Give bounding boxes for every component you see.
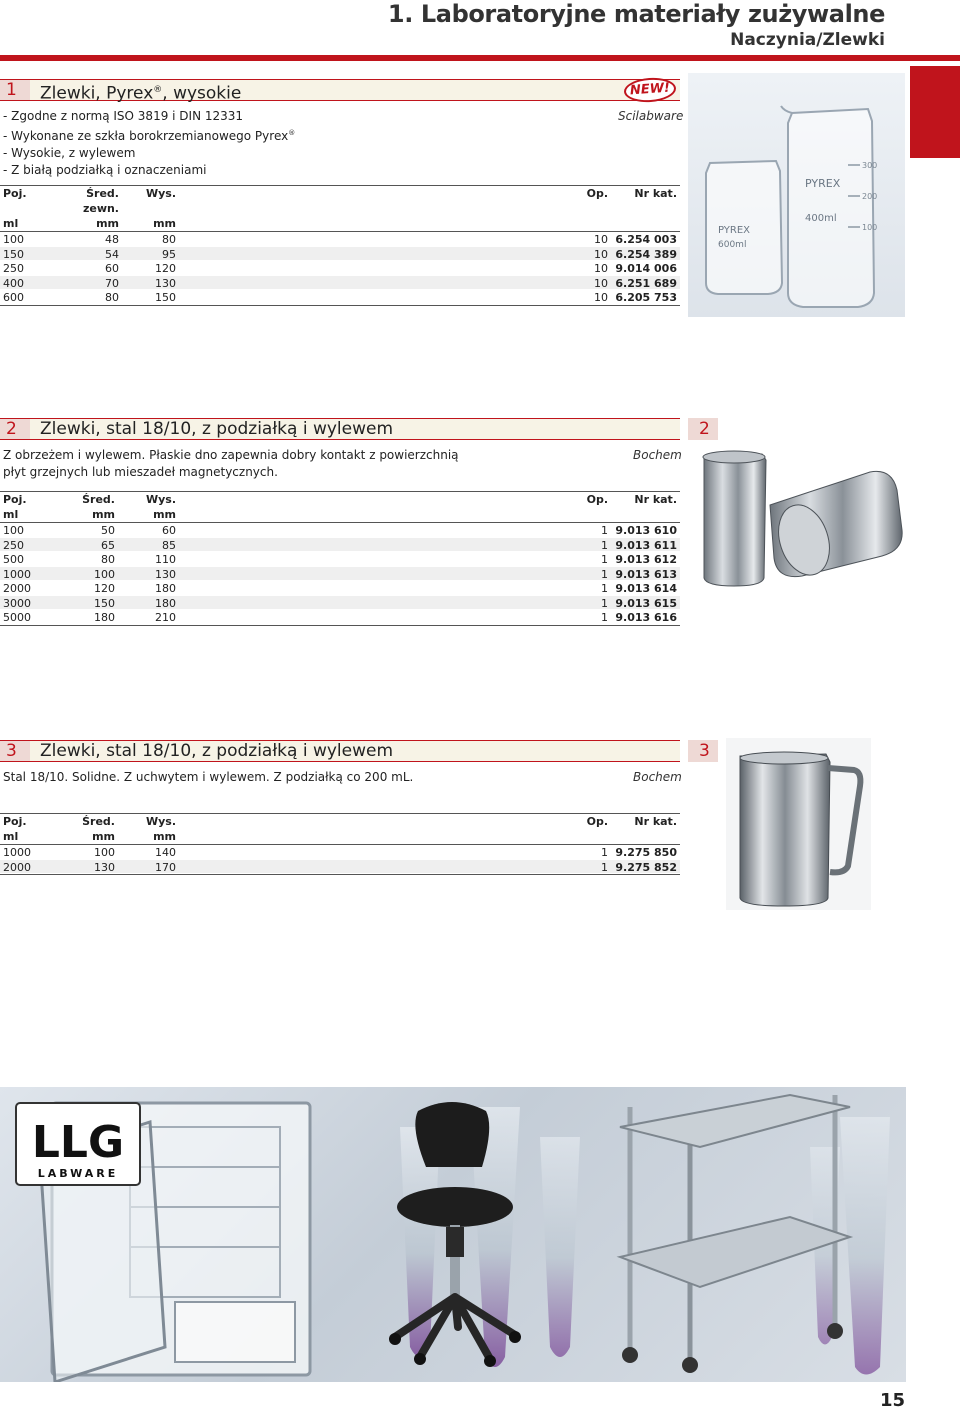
steel-jug-photo (726, 738, 871, 910)
table-row: 5000 180 210 1 9.013 616 (0, 610, 680, 625)
pyrex-beakers-photo (688, 73, 905, 317)
table-row: 150 54 95 10 6.254 389 (0, 247, 680, 262)
table-row: 250 60 120 10 9.014 006 (0, 261, 680, 276)
section-1-brand: Scilabware (618, 109, 684, 123)
image-3-label: 3 (688, 740, 718, 762)
table-body (0, 845, 680, 875)
large-beaker-volume: 400ml (805, 213, 837, 224)
section-1-description: - Zgodne z normą ISO 3819 i DIN 12331 - Wykonane ze szkła borokrzemianowego Pyrex® - Wysokie, z wylewem - Z białą podziałką i oznaczeniami (3, 109, 296, 177)
section-2-title: Zlewki, stal 18/10, z podziałką i wylewem (40, 419, 394, 439)
small-beaker-volume: 600ml (718, 240, 747, 250)
image-2-label: 2 (688, 418, 718, 440)
table-header: Poj. Śred. Wys. Op. Nr kat. zewn. ml mm mm (0, 185, 680, 232)
steel-beakers-photo (692, 440, 907, 590)
section-3-table (0, 813, 680, 875)
table-row: 3000 150 180 1 9.013 615 (0, 596, 680, 611)
section-1-title: Zlewki, Pyrex®, wysokie (40, 83, 242, 104)
table-row: 600 80 150 10 6.205 753 (0, 290, 680, 305)
table-body (0, 232, 680, 306)
section-1-header (0, 79, 680, 104)
section-3-brand: Bochem (633, 770, 682, 784)
side-tab (910, 66, 960, 158)
section-2-table (0, 491, 680, 626)
table-row: 100 48 80 10 6.254 003 (0, 232, 680, 247)
table-body (0, 523, 680, 626)
large-beaker-brand: PYREX (805, 177, 841, 190)
table-row: 1000 100 140 1 9.275 850 (0, 845, 680, 860)
page-subtitle: Naczynia/Zlewki (730, 30, 885, 50)
table-row: 400 70 130 10 6.251 689 (0, 276, 680, 291)
large-beaker-mark-100: 100 (862, 223, 878, 232)
table-header: Poj. Śred. Wys. Op. Nr kat. ml mm mm (0, 813, 680, 845)
section-2-number: 2 (0, 419, 30, 439)
table-row: 1000 100 130 1 9.013 613 (0, 567, 680, 582)
promo-banner (0, 1087, 906, 1382)
section-3-description: Stal 18/10. Solidne. Z uchwytem i wylewem. Z podziałką co 200 mL. (3, 770, 414, 784)
table-row: 2000 120 180 1 9.013 614 (0, 581, 680, 596)
large-beaker-mark-200: 200 (862, 192, 878, 201)
page-title: 1. Laboratoryjne materiały zużywalne (387, 0, 885, 28)
table-row: 100 50 60 1 9.013 610 (0, 523, 680, 538)
table-row: 2000 130 170 1 9.275 852 (0, 860, 680, 875)
section-2-header (0, 418, 680, 440)
section-1-table (0, 185, 680, 306)
table-row: 250 65 85 1 9.013 611 (0, 538, 680, 553)
large-beaker-mark-300: 300 (862, 161, 878, 170)
llg-logo-text: LLG (31, 1117, 125, 1168)
table-row: 500 80 110 1 9.013 612 (0, 552, 680, 567)
section-3-header (0, 740, 680, 762)
section-3-number: 3 (0, 741, 30, 761)
page-number: 15 (879, 1390, 905, 1411)
labware-logo-text: LABWARE (37, 1167, 119, 1180)
small-beaker-brand: PYREX (718, 225, 751, 236)
header-rule (0, 55, 960, 61)
table-header: Poj. Śred. Wys. Op. Nr kat. ml mm mm (0, 491, 680, 523)
section-3-title: Zlewki, stal 18/10, z podziałką i wylewem (40, 741, 394, 761)
section-2-description: Z obrzeżem i wylewem. Płaskie dno zapewnia dobry kontakt z powierzchnią płyt grzejnych lub mieszadeł magnetycznych. (3, 448, 459, 479)
section-1-number: 1 (0, 80, 30, 100)
section-2-brand: Bochem (633, 448, 682, 462)
new-badge: NEW! (623, 76, 677, 104)
